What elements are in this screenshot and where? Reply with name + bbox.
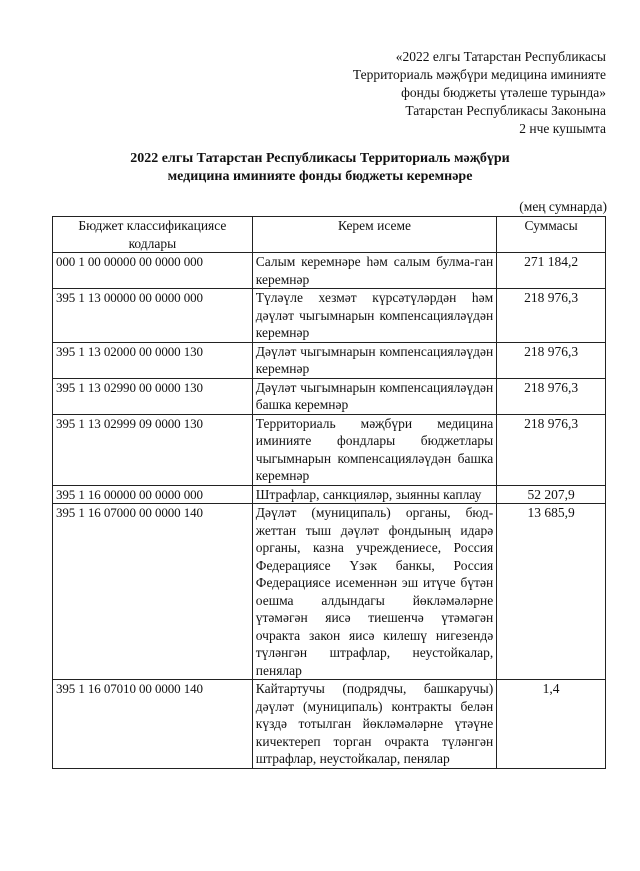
row-name: Дәүләт (муниципаль) органы, бюд-жеттан тыш дәүләт фондының идарә органы, казна учреждениесе, Россия Федерациясе Үзәк банкы, Россия Федерациясе исеменнән эш итүче бүтән оешма алдындагы йөкләмәләрне үтәмәгән яисә тиешенчә үтәмәгән очракта закон яисә килешү нигезендә түләнгән штрафлар, неустойкалар, пенялар [252, 504, 496, 680]
revenue-table [52, 216, 606, 769]
row-sum: 271 184,2 [497, 253, 606, 289]
table-row [53, 680, 606, 769]
row-name: Штрафлар, санкцияләр, зыянны каплау [252, 485, 496, 504]
row-name: Салым керемнәре һәм салым булма-ган керемнәр [252, 253, 496, 289]
row-sum: 13 685,9 [497, 504, 606, 680]
annex-header [353, 48, 606, 138]
title-line-1: 2022 елгы Татарстан Республикасы Территориаль мәҗбүри [130, 151, 510, 166]
row-code: 395 1 16 00000 00 0000 000 [53, 485, 253, 504]
table-row [53, 289, 606, 343]
header-code: Бюджет классификациясе кодлары [53, 217, 253, 253]
row-sum: 1,4 [497, 680, 606, 769]
row-sum: 218 976,3 [497, 414, 606, 485]
header-line-5: 2 нче кушымта [519, 121, 606, 136]
row-sum: 218 976,3 [497, 342, 606, 378]
row-name: Дәүләт чыгымнарын компенсацияләүдән керемнәр [252, 342, 496, 378]
document-title [0, 150, 640, 186]
table-header-row [53, 217, 606, 253]
row-code: 000 1 00 00000 00 0000 000 [53, 253, 253, 289]
header-line-3: фонды бюджеты үтәлеше турында» [401, 85, 606, 100]
row-name: Түләүле хезмәт күрсәтүләрдән һәм дәүләт чыгымнарын компенсацияләүдән керемнәр [252, 289, 496, 343]
row-code: 395 1 16 07000 00 0000 140 [53, 504, 253, 680]
row-name: Кайтартучы (подрядчы, башкаручы) дәүләт (муниципаль) контракты белән күздә тотылган йөкләмәләрне үтәүне кичектереп торган очракта түләнгән штрафлар, неустойкалар, пенялар [252, 680, 496, 769]
header-line-4: Татарстан Республикасы Законына [405, 103, 606, 118]
row-name: Территориаль мәҗбүри медицина иминияте фондлары бюджетлары чыгымнарын компенсацияләүдән башка керемнәр [252, 414, 496, 485]
table-row [53, 253, 606, 289]
row-sum: 218 976,3 [497, 378, 606, 414]
table-row [53, 504, 606, 680]
table-row [53, 485, 606, 504]
header-sum: Суммасы [497, 217, 606, 253]
row-code: 395 1 13 02000 00 0000 130 [53, 342, 253, 378]
table-row [53, 414, 606, 485]
row-code: 395 1 13 02990 00 0000 130 [53, 378, 253, 414]
table-row [53, 342, 606, 378]
header-line-1: «2022 елгы Татарстан Республикасы [395, 49, 606, 64]
row-code: 395 1 13 02999 09 0000 130 [53, 414, 253, 485]
row-sum: 52 207,9 [497, 485, 606, 504]
row-sum: 218 976,3 [497, 289, 606, 343]
row-code: 395 1 16 07010 00 0000 140 [53, 680, 253, 769]
row-name: Дәүләт чыгымнарын компенсацияләүдән башка керемнәр [252, 378, 496, 414]
header-name: Керем исеме [252, 217, 496, 253]
title-line-2: медицина иминияте фонды бюджеты керемнәре [167, 169, 473, 184]
unit-note: (мең сумнарда) [519, 199, 607, 214]
table-row [53, 378, 606, 414]
header-line-2: Территориаль мәҗбүри медицина иминияте [352, 67, 606, 82]
row-code: 395 1 13 00000 00 0000 000 [53, 289, 253, 343]
